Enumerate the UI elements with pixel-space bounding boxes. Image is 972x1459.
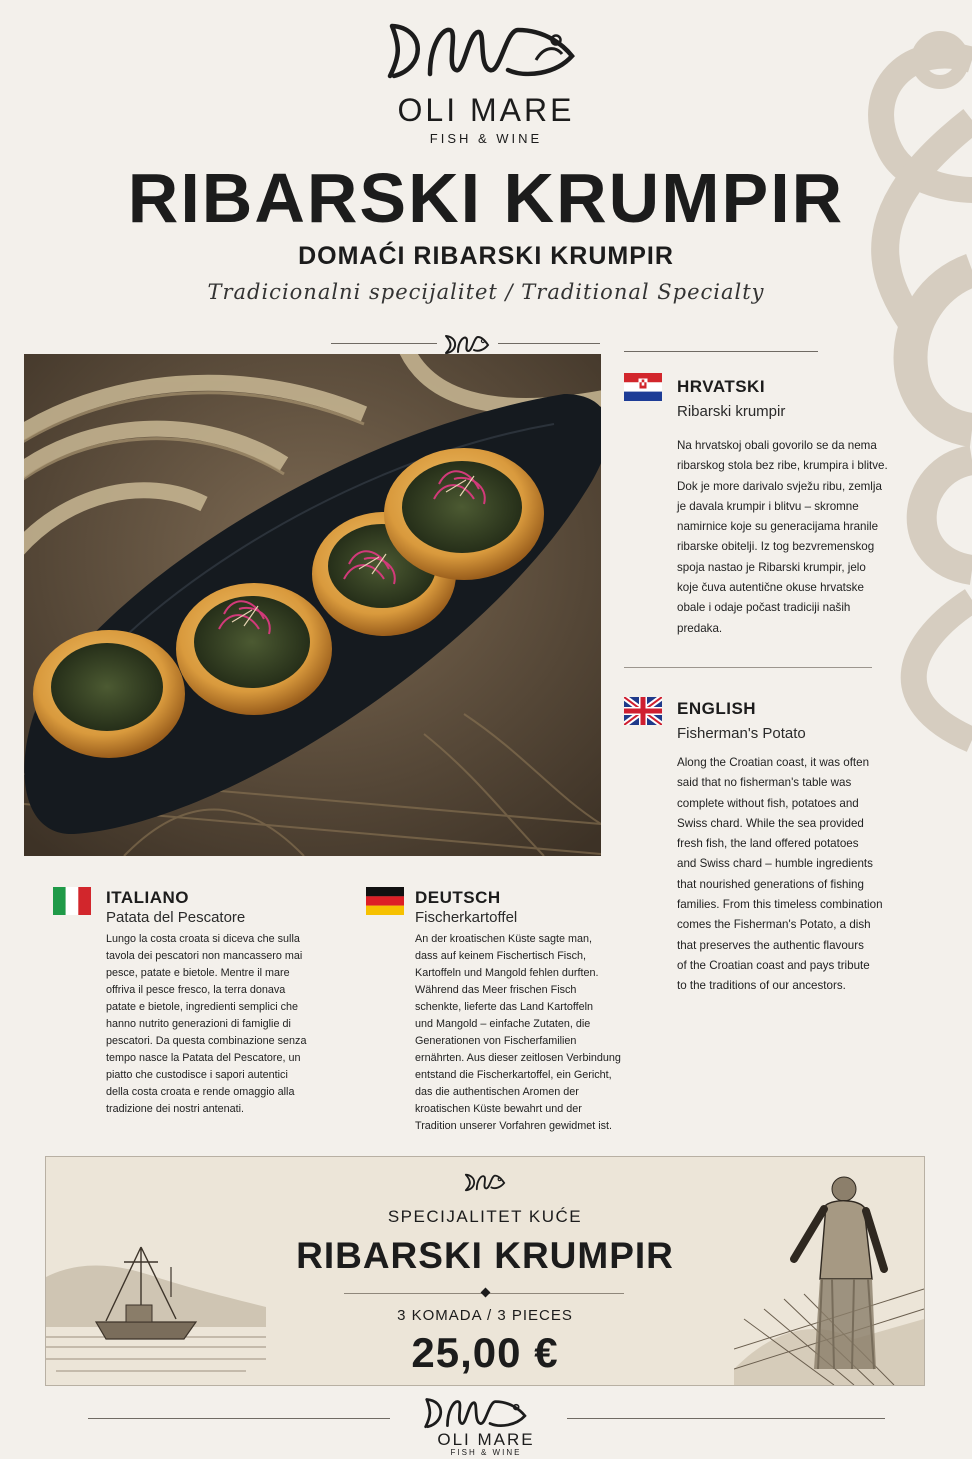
diamond-ornament-icon: [481, 1288, 491, 1298]
brand-tagline: FISH & WINE: [429, 131, 543, 146]
footer-divider: [567, 1418, 885, 1419]
page-title: RIBARSKI KRUMPIR: [127, 159, 845, 237]
lang-name-en: ENGLISH: [677, 699, 757, 718]
dish-name-it: Patata del Pescatore: [106, 909, 246, 926]
offer-heading: SPECIJALITET KUĆE: [387, 1207, 583, 1226]
flag-uk-icon: [624, 697, 662, 725]
text-block-en: Along the Croatian coast, it was often said that no fisherman's table was complete without fish, potatoes and Swiss chard. While the sea provided fresh fish, the land offered potatoes and Swiss chard – humble ingredients that nourished generations of fishing families. From this timeless combination comes the Fisherman's Potato, a dish that preserves the authentic flavours of the Croatian coast and pays tribute to the traditions of our ancestors.: [677, 756, 883, 993]
fish-logo-icon: [419, 1394, 537, 1430]
lang-name-it: ITALIANO: [106, 888, 190, 907]
page-subtitle: DOMAĆI RIBARSKI KRUMPIR: [298, 242, 674, 270]
text-block-it: Lungo la costa croata si diceva che sulla tavola dei pescatori non mancassero mai pesce, patate e bietole. Mentre il mare offriva il pesce fresco, la terra donava patate e bietole, ingredienti semplici che hanno nutrito generazioni di famiglie di pescatori. Da questa combinazione senza tempo nasce la Patata del Pescatore, un piatto che custodisce i sapori autentici della costa croata e rende omaggio alla tradizione dei nostri antenati.: [106, 933, 307, 1115]
lang-name-de: DEUTSCH: [415, 888, 501, 907]
flag-croatia-icon: [624, 373, 662, 401]
dish-photo: [24, 354, 601, 856]
page-tagline: Tradicionalni specijalitet / Traditional Specialty: [207, 280, 765, 304]
dish-name-hr: Ribarski krumpir: [677, 403, 786, 420]
flag-italy-icon: [53, 887, 91, 915]
offer-panel: [45, 1156, 925, 1386]
flag-germany-icon: [366, 887, 404, 915]
offer-title: RIBARSKI KRUMPIR: [296, 1235, 674, 1276]
divider-line: [498, 343, 600, 344]
small-fish-icon: [464, 1171, 506, 1193]
dish-name-de: Fischerkartoffel: [415, 909, 518, 926]
section-divider: [624, 351, 818, 352]
fish-logo-icon: [386, 16, 586, 82]
text-block-de: An der kroatischen Küste sagte man, dass auf keinem Fischertisch Fisch, Kartoffeln und Mangold fehlen durften. Während das Meer frischen Fisch schenkte, lieferte das Land Kartoffeln und Mangold – einfache Zutaten, die Generationen von Fischerfamilien ernährten. Aus dieser zeitlosen Verbindung entstand die Fischerkartoffel, ein Gericht, das die authentischen Aromen der kroatischen Küste bewahrt und der Tradition unserer Vorfahren gewidmet ist.: [415, 933, 621, 1132]
small-fish-icon: [444, 333, 490, 355]
offer-pieces: 3 KOMADA / 3 PIECES: [397, 1307, 573, 1324]
footer-brand-name: OLI MARE: [437, 1430, 535, 1449]
footer-brand-tagline: FISH & WINE: [450, 1448, 522, 1457]
dish-name-en: Fisherman's Potato: [677, 725, 806, 742]
text-block-hr: Na hrvatskoj obali govorilo se da nema ribarskog stola bez ribe, krumpira i blitve. Dok je more darivalo svježu ribu, zemlja je davala krumpir i blitvu – skromne namirnice koje su generacijama hranile ribarske obitelji. Iz tog bezvremenskog spoja nastao je Ribarski krumpir, jelo koje čuva autentične okuse hrvatske obale i odaje počast tradiciji naših predaka.: [677, 439, 888, 635]
offer-price: 25,00 €: [411, 1329, 559, 1376]
section-divider: [624, 667, 872, 668]
lang-name-hr: HRVATSKI: [677, 377, 766, 396]
brand-name: OLI MARE: [397, 92, 575, 128]
footer-divider: [88, 1418, 390, 1419]
divider-line: [331, 343, 437, 344]
